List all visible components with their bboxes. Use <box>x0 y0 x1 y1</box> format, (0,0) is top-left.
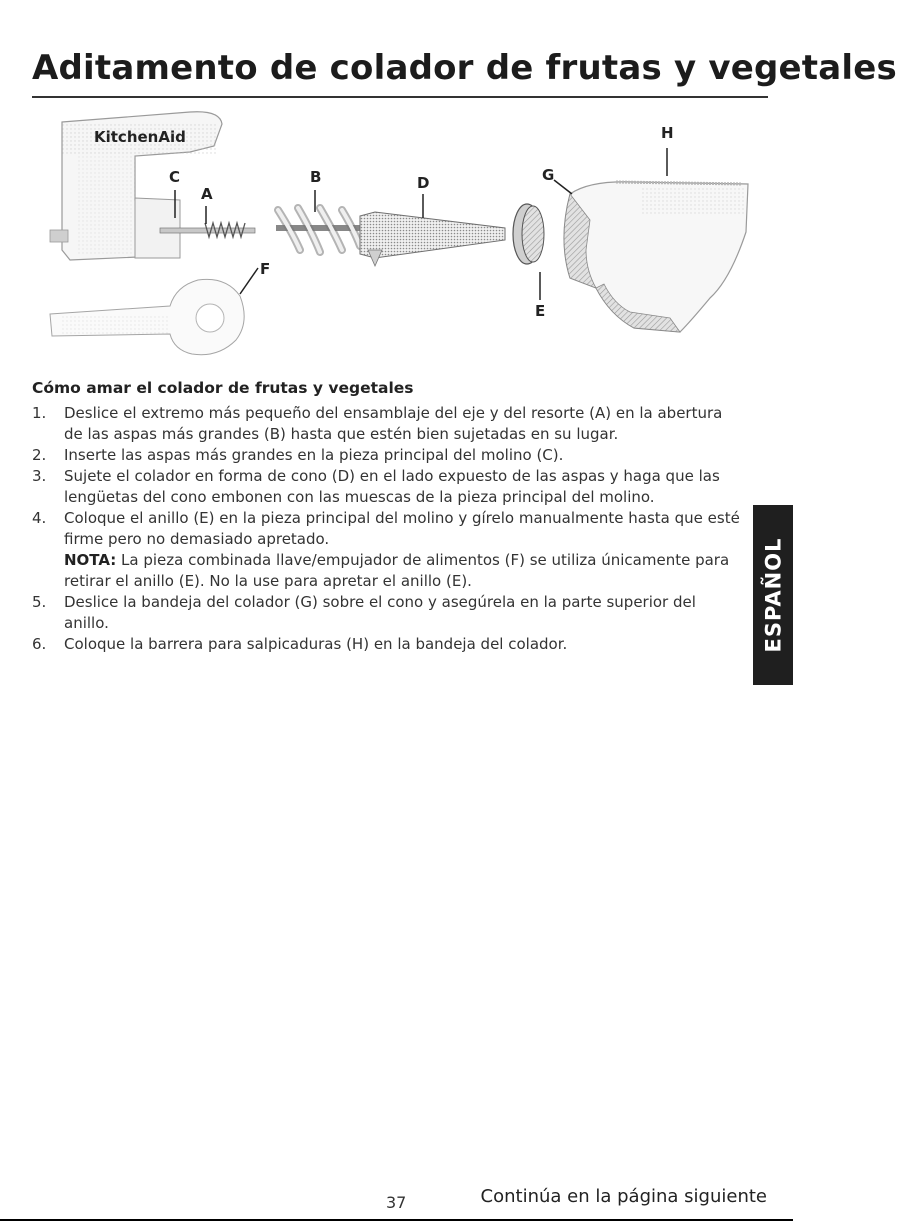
ring <box>513 204 544 264</box>
label-C: C <box>169 168 181 186</box>
instruction-list <box>32 403 742 655</box>
label-D: D <box>417 174 430 192</box>
step-text: Coloque el anillo (E) en la pieza principal del molino y gírelo manualmente hasta que esté firme pero no demasiado apretado. <box>64 509 740 548</box>
step-number: 3. <box>32 467 47 485</box>
cone-strainer <box>360 212 505 266</box>
label-E: E <box>535 302 546 320</box>
step-number: 2. <box>32 446 47 464</box>
section-heading: Cómo amar el colador de frutas y vegetales <box>32 379 414 397</box>
note-label: NOTA: <box>64 551 117 569</box>
parts-illustration <box>30 100 770 370</box>
list-item <box>32 634 742 655</box>
note <box>64 550 742 592</box>
step-number: 6. <box>32 635 47 653</box>
step-number: 4. <box>32 509 47 527</box>
label-F: F <box>260 260 271 278</box>
auger <box>276 208 365 252</box>
label-H: H <box>661 124 674 142</box>
step-text: Inserte las aspas más grandes en la pieza principal del molino (C). <box>64 446 564 464</box>
step-text: Deslice el extremo más pequeño del ensamblaje del eje y del resorte (A) en la abertura de las aspas más grandes (B) hasta que estén bien sujetadas en su lugar. <box>64 404 723 443</box>
page-title: Aditamento de colador de frutas y vegetales <box>32 48 897 88</box>
step-text: Sujete el colador en forma de cono (D) en el lado expuesto de las aspas y haga que las lengüetas del cono embonen con las muescas de la pieza principal del molino. <box>64 467 720 506</box>
language-tab <box>753 505 793 685</box>
continue-note: Continúa en la página siguiente <box>480 1186 767 1207</box>
title-divider <box>32 96 768 98</box>
step-number: 1. <box>32 404 47 422</box>
note-text: La pieza combinada llave/empujador de alimentos (F) se utiliza únicamente para retirar el anillo (E). No la use para apretar el anillo (E). <box>64 551 730 590</box>
bottom-divider <box>0 1219 793 1221</box>
label-B: B <box>310 168 322 186</box>
step-text: Coloque la barrera para salpicaduras (H) en la bandeja del colador. <box>64 635 568 653</box>
list-item <box>32 508 742 592</box>
list-item <box>32 403 742 445</box>
language-tab-label: ESPAÑOL <box>761 537 785 653</box>
brand-mark: KitchenAid <box>94 128 186 146</box>
grinder-body <box>50 112 222 260</box>
label-A: A <box>201 185 213 203</box>
list-item <box>32 466 742 508</box>
step-text: Deslice la bandeja del colador (G) sobre el cono y asegúrela en la parte superior del anillo. <box>64 593 696 632</box>
page-number: 37 <box>386 1193 407 1212</box>
strainer-tray <box>564 182 748 332</box>
label-G: G <box>542 166 555 184</box>
key-pusher <box>50 279 244 354</box>
list-item <box>32 592 742 634</box>
step-number: 5. <box>32 593 47 611</box>
list-item <box>32 445 742 466</box>
